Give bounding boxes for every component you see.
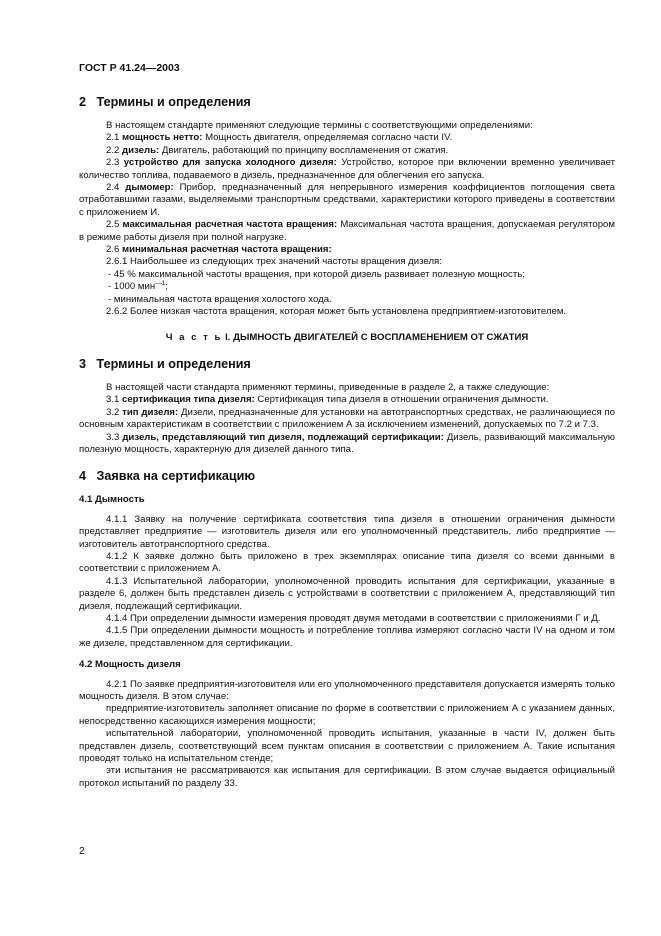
- term-definition: Дизели, предназначенные для установки на автотранспортных средствах, не различающиеся по основным характеристикам в соответствии с приложением А за исключением изменений, допускаемых по 7.2 и 7.3.: [79, 406, 615, 431]
- clause-number: 2.5: [106, 219, 120, 231]
- clause-number: 3.2: [106, 406, 120, 418]
- term-definition: Сертификация типа дизеля в отношении ограничения дымности.: [257, 394, 549, 406]
- term-name: максимальная расчетная частота вращения:: [122, 219, 338, 231]
- clause-4-2-1-item: предприятие-изготовитель заполняет описание по форме в соответствии с приложением А с указанием данных, непосредственно касающихся измерения мощности;: [79, 703, 615, 727]
- term-name: минимальная расчетная частота вращения:: [122, 244, 332, 256]
- section-title: Заявка на сертификацию: [96, 469, 256, 484]
- section-4-heading: [79, 469, 615, 484]
- section-3-heading: [79, 357, 615, 372]
- list-item-text: - 1000 мин: [108, 281, 156, 293]
- term-name: дизель, представляющий тип дизеля, подлежащий сертификации:: [122, 431, 444, 443]
- subsection-number: 4.1: [79, 494, 93, 506]
- clause-2-6-1: 2.6.1 Наибольшее из следующих трех значений частоты вращения дизеля:: [106, 256, 442, 268]
- clause-4-1-1: 4.1.1 Заявку на получение сертификата соответствия типа дизеля в отношении ограничения дымности представляет предприятие — изготовитель дизеля или его уполномоченный представитель, либо предприятие — изготовитель автотранспортного средства.: [79, 513, 615, 550]
- term-2-6: [79, 244, 615, 256]
- term-2-2: [79, 145, 615, 157]
- term-2-3: [79, 157, 615, 182]
- term-name: устройство для запуска холодного дизеля:: [123, 157, 337, 169]
- term-definition: Устройство, которое при включении временно увеличивает количество топлива, подаваемого в дизель, предназначенное для облегчения его запуска.: [79, 157, 616, 181]
- term-definition: Двигатель, работающий по принципу воспламенения от сжатия.: [161, 144, 449, 156]
- clause-4-2-1-item: эти испытания не рассматриваются как испытания для сертификации. В этом случае выдается официальный протокол испытаний по разделу 33.: [79, 765, 615, 789]
- subsection-title: Мощность дизеля: [95, 659, 181, 671]
- clause-number: 2.6: [106, 244, 120, 256]
- part-label: Ч а с т ь: [165, 331, 223, 343]
- term-definition: Максимальная частота вращения, допускаемая регулятором в режиме работы дизеля при полной нагрузке.: [79, 219, 615, 243]
- term-definition: Дизель, развивающий максимальную полезную мощность, характерную для дизелей данного типа.: [79, 431, 615, 455]
- clause-number: 2.1: [106, 132, 120, 144]
- term-name: дымомер:: [125, 182, 174, 194]
- term-2-5: [79, 219, 615, 244]
- clause-4-2-1: 4.2.1 По заявке предприятия-изготовителя или его уполномоченного представителя допускается измерять только мощность дизеля. В этом случае:: [79, 678, 615, 703]
- list-item-text: ;: [165, 281, 168, 293]
- document-id-header: ГОСТ Р 41.24—2003: [79, 62, 180, 74]
- section-number: 3: [79, 356, 87, 371]
- term-3-1: [79, 394, 615, 406]
- clause-4-1-2: 4.1.2 К заявке должно быть приложено в трех экземплярах описание типа дизеля со всеми данными в соответствии с приложением А.: [79, 550, 615, 575]
- term-name: тип дизеля:: [122, 406, 179, 418]
- clause-number: 2.3: [106, 157, 120, 169]
- term-name: дизель:: [122, 144, 160, 156]
- section-title: Термины и определения: [96, 95, 251, 109]
- term-2-1: [79, 132, 615, 144]
- clause-4-1-5: 4.1.5 При определении дымности мощность и потребление топлива измеряют согласно части IV на одном и том же дизеле, представленном для сертификации.: [79, 625, 615, 649]
- term-name: мощность нетто:: [122, 132, 203, 144]
- part-1-heading: [79, 332, 615, 344]
- clause-number: 3.1: [106, 394, 120, 406]
- subsection-title: Дымность: [95, 494, 145, 506]
- subsection-4-1-heading: [79, 494, 615, 506]
- clause-4-2-1-item: испытательной лаборатории, уполномоченной проводить испытания, указанные в части IV, должен быть представлен дизель, соответствующий всем пунктам описания в соответствии с приложением А. Такие испытания проводят только на испытательном стенде;: [79, 728, 615, 765]
- section-number: 4: [79, 469, 87, 484]
- page-number: 2: [79, 845, 85, 857]
- term-3-3: [79, 432, 615, 457]
- list-item: [79, 281, 615, 293]
- term-definition: Мощность двигателя, определяемая согласно части IV.: [205, 132, 453, 144]
- clause-number: 3.3: [106, 431, 120, 443]
- clause-number: 2.4: [106, 182, 120, 194]
- term-3-2: [79, 407, 615, 432]
- subsection-number: 4.2: [79, 659, 93, 671]
- clause-2-6-2: 2.6.2 Более низкая частота вращения, которая может быть установлена предприятием-изготовителем.: [106, 306, 567, 318]
- term-definition: Прибор, предназначенный для непрерывного измерения коэффициентов поглощения света отработавшими газами, выделяемыми транспортным средствами, характеристики которого приведены в соответствии с приложением И.: [79, 182, 615, 218]
- section-title: Термины и определения: [96, 356, 251, 371]
- section-number: 2: [79, 95, 87, 109]
- clause-4-1-3: 4.1.3 Испытательной лаборатории, уполномоченной проводить испытания для сертификации, указанные в разделе 6, должен быть представлен дизель с устройствами в соответствии с приложением А, представляющий тип дизеля, подлежащий сертификации.: [79, 575, 615, 612]
- superscript-exponent: —1: [155, 280, 166, 288]
- section-2-intro: В настоящем стандарте применяют следующие термины с соответствующими определениями:: [106, 120, 533, 131]
- section-2-heading: [79, 95, 615, 110]
- list-item: - 45 % максимальной частоты вращения, при которой дизель развивает полезную мощность;: [108, 268, 525, 280]
- clause-4-1-4: 4.1.4 При определении дымности измерения проводят двумя методами в соответствии с приложениями Г и Д.: [106, 613, 601, 624]
- term-name: сертификация типа дизеля:: [122, 394, 255, 406]
- clause-number: 2.2: [106, 144, 120, 156]
- term-2-4: [79, 182, 615, 219]
- part-title: I. ДЫМНОСТЬ ДВИГАТЕЛЕЙ С ВОСПЛАМЕНЕНИЕМ ОТ СЖАТИЯ: [225, 331, 529, 343]
- document-body: [79, 95, 615, 790]
- section-3-intro: В настоящей части стандарта применяют термины, приведенные в разделе 2, а также следующие:: [106, 381, 550, 393]
- subsection-4-2-heading: [79, 659, 615, 671]
- list-item: - минимальная частота вращения холостого хода.: [108, 293, 332, 305]
